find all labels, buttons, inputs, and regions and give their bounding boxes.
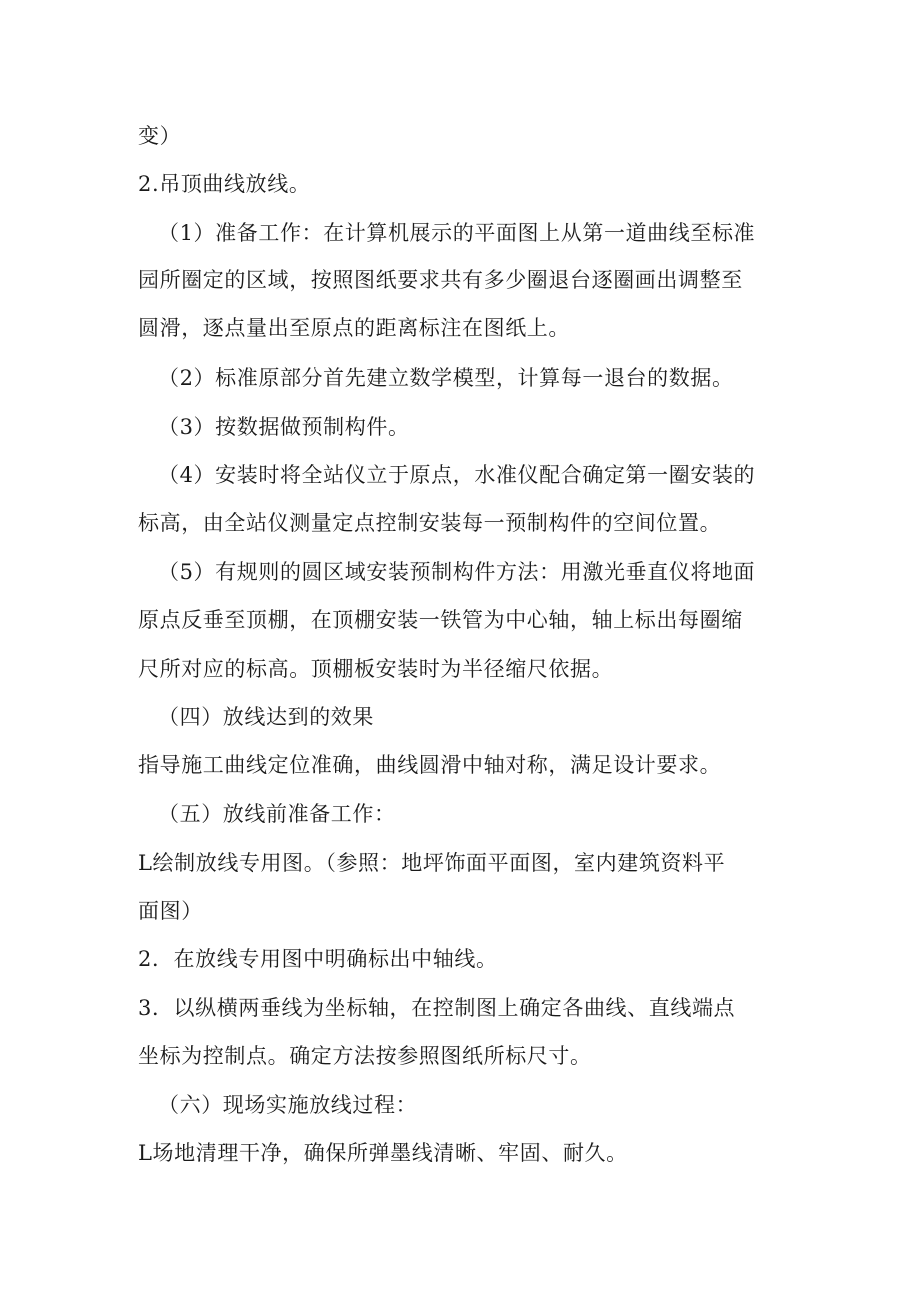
text-line-22: L场地清理干净，确保所弹墨线清晰、牢固、耐久。 bbox=[138, 1141, 628, 1165]
text-line-6: （2）标准原部分首先建立数学模型，计算每一退台的数据。 bbox=[158, 366, 734, 390]
text-line-10: （5）有规则的圆区域安装预制构件方法：用激光垂直仪将地面 bbox=[158, 560, 756, 584]
text-line-5: 圆滑，逐点量出至原点的距离标注在图纸上。 bbox=[138, 316, 570, 340]
text-line-8: （4）安装时将全站仪立于原点，水准仪配合确定第一圈安装的 bbox=[158, 463, 756, 487]
text-line-17: 面图） bbox=[138, 899, 203, 923]
text-line-14: 指导施工曲线定位准确，曲线圆滑中轴对称，满足设计要求。 bbox=[138, 753, 722, 777]
text-line-13: （四）放线达到的效果 bbox=[158, 705, 374, 729]
text-line-21: （六）现场实施放线过程： bbox=[158, 1093, 418, 1117]
text-line-3: （1）准备工作：在计算机展示的平面图上从第一道曲线至标准 bbox=[158, 221, 756, 245]
text-line-20: 坐标为控制点。确定方法按参照图纸所标尺寸。 bbox=[138, 1044, 592, 1068]
text-line-9: 标高，由全站仪测量定点控制安装每一预制构件的空间位置。 bbox=[138, 511, 722, 535]
text-line-12: 尺所对应的标高。顶棚板安装时为半径缩尺依据。 bbox=[138, 657, 614, 681]
text-line-7: （3）按数据做预制构件。 bbox=[158, 415, 410, 439]
text-line-11: 原点反垂至顶棚，在顶棚安装一铁管为中心轴，轴上标出每圈缩 bbox=[138, 608, 743, 632]
text-line-4: 园所圈定的区域，按照图纸要求共有多少圈退台逐圈画出调整至 bbox=[138, 268, 743, 292]
text-line-15: （五）放线前准备工作： bbox=[158, 802, 396, 826]
text-line-2: 2.吊顶曲线放线。 bbox=[138, 172, 311, 196]
text-line-16: L绘制放线专用图。（参照：地坪饰面平面图，室内建筑资料平 bbox=[138, 851, 726, 875]
text-line-19: 3．以纵横两垂线为坐标轴，在控制图上确定各曲线、直线端点 bbox=[138, 996, 736, 1020]
text-line-18: 2．在放线专用图中明确标出中轴线。 bbox=[138, 947, 498, 971]
text-line-1: 变） bbox=[138, 124, 182, 148]
